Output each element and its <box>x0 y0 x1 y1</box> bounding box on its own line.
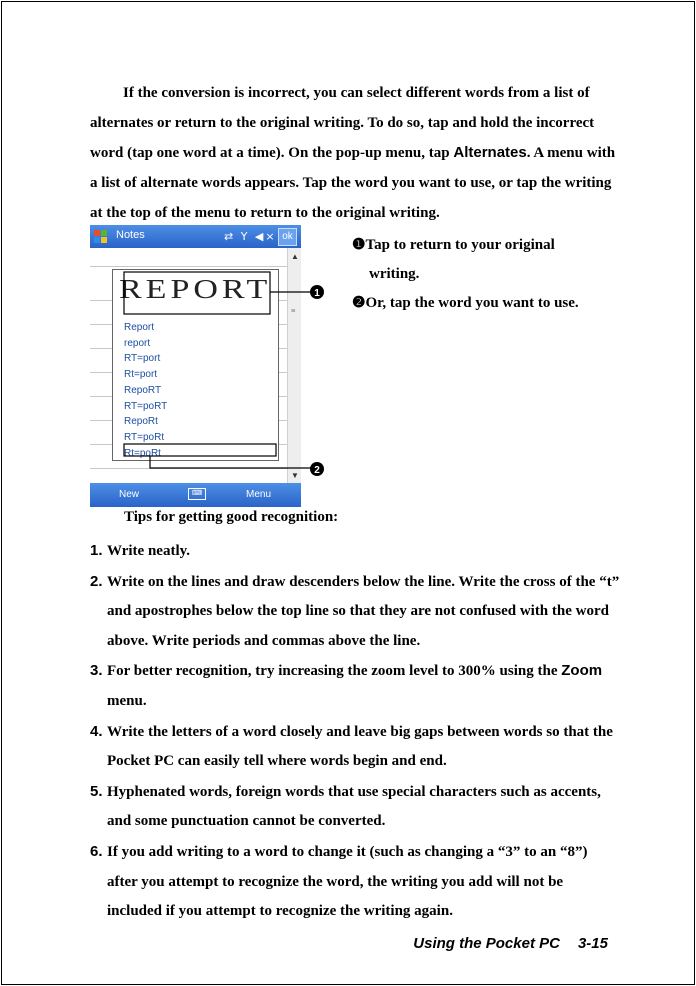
svg-text:1: 1 <box>314 288 320 299</box>
scroll-grip-icon[interactable]: ≡ <box>291 306 296 315</box>
status-icons: ⇄ Y ◀× <box>224 230 277 243</box>
alternate-item[interactable]: Rt=poRt <box>124 447 161 459</box>
page-footer <box>413 935 608 952</box>
callout-1-marker: ❶ <box>352 237 366 253</box>
tip-item: 5. Hyphenated words, foreign words that use special characters such as accents, and some punctuation cannot be converted. <box>90 782 601 830</box>
alternates-term: Alternates <box>453 144 527 161</box>
footer-section: Using the Pocket PC <box>413 935 560 952</box>
alternate-item[interactable]: RT=poRT <box>124 400 168 412</box>
callout-1: ❶Tap to return to your original writing. <box>352 237 555 282</box>
app-title: Notes <box>116 229 145 241</box>
scroll-down-icon[interactable]: ▼ <box>291 471 299 480</box>
scroll-up-icon[interactable]: ▲ <box>291 252 299 261</box>
alternate-item[interactable]: report <box>124 337 151 349</box>
alternate-item[interactable]: Report <box>124 322 155 333</box>
keyboard-icon[interactable]: ⌨ <box>188 488 206 500</box>
tip-item: 4. Write the letters of a word closely and leave big gaps between words so that the Pocket PC can easily tell where words begin and end. <box>90 722 613 770</box>
tip-item: 6. If you add writing to a word to change it (such as changing a “3” to an “8”) after you attempt to recognize the word, the writing you add will not be included if you attempt to recognize the writing again. <box>90 842 588 920</box>
callout-2: ❷Or, tap the word you want to use. <box>352 295 579 311</box>
intro-paragraph: If the conversion is incorrect, you can select different words from a list of alternates or return to the original writing. To do so, tap and hold the incorrect word (tap one word at a time). On the pop-up menu, tap Alternates. A menu with a list of alternate words appears. Tap the word you want to use, or tap the writing at the top of the menu to return to the original writing. <box>90 85 616 221</box>
ok-button[interactable]: ok <box>278 228 297 246</box>
tips-heading: Tips for getting good recognition: <box>124 509 339 525</box>
alternate-item[interactable]: Rt=port <box>124 369 158 381</box>
tip-item: 1. Write neatly. <box>90 542 191 559</box>
tip-item: 2. Write on the lines and draw descenders below the line. Write the cross of the “t” and apostrophes below the top line so that they are not confused with the word above. Write periods and commas above the line. <box>90 572 620 649</box>
original-writing[interactable]: REPORT <box>119 274 272 305</box>
page-number: 3-15 <box>577 935 608 952</box>
alternate-item[interactable]: RT=poRt <box>124 431 165 443</box>
alternate-item[interactable]: RepoRt <box>124 416 158 428</box>
tips-list <box>90 536 620 927</box>
alternate-item[interactable]: RT=port <box>124 353 161 365</box>
zoom-term: Zoom <box>561 662 603 680</box>
alternate-item[interactable]: RepoRT <box>124 384 162 396</box>
svg-text:2: 2 <box>314 465 320 476</box>
callout-2-marker: ❷ <box>352 295 366 311</box>
tip-item: 3. For better recognition, try increasing the zoom level to 300% using the Zoom menu. <box>90 662 603 709</box>
menu-button[interactable]: Menu <box>246 489 272 500</box>
new-button[interactable]: New <box>119 489 140 500</box>
